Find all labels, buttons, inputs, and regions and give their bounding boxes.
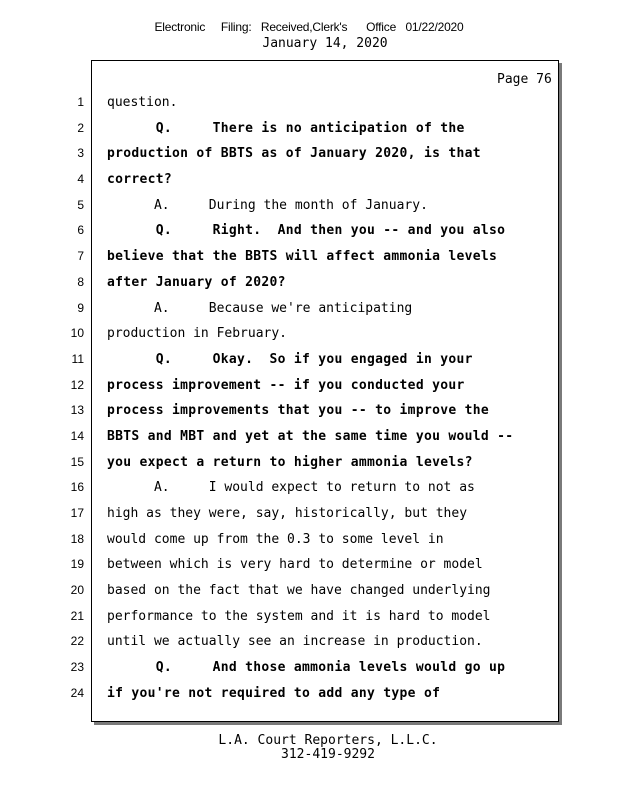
line-number: 7 <box>77 249 84 264</box>
transcript-line: production in February. <box>107 326 288 342</box>
line-number: 13 <box>70 403 84 418</box>
transcript-line: question. <box>107 95 178 110</box>
line-number: 17 <box>70 506 84 520</box>
line-number: 21 <box>70 608 84 623</box>
transcript-line: A. During the month of January. <box>107 197 428 213</box>
line-number: 18 <box>70 531 84 546</box>
line-number: 4 <box>77 172 84 187</box>
filing-stamp: Electronic Filing: Received,Clerk's Office 01/22/2020 <box>154 20 464 34</box>
transcript-line: you expect a return to higher ammonia levels? <box>107 454 473 470</box>
transcript-line: performance to the system and it is hard to model <box>107 608 491 624</box>
line-number: 16 <box>70 480 84 495</box>
transcript-line: BBTS and MBT and yet at the same time you would -- <box>107 428 514 444</box>
transcript-body <box>107 94 547 711</box>
line-number: 23 <box>70 660 84 675</box>
line-number: 15 <box>70 454 84 469</box>
transcript-line: high as they were, say, historically, but they <box>107 506 468 521</box>
line-number: 19 <box>70 557 84 572</box>
transcript-line: A. I would expect to return to not as <box>107 480 475 496</box>
court-reporter-phone: 312-419-9292 <box>281 747 375 762</box>
transcript-line: Q. And those ammonia levels would go up <box>107 660 506 676</box>
transcript-line: until we actually see an increase in production. <box>107 634 483 650</box>
transcript-line: production of BBTS as of January 2020, is that <box>107 146 481 162</box>
transcript-line: process improvements that you -- to improve the <box>107 403 489 419</box>
transcript-line: Q. There is no anticipation of the <box>107 120 465 136</box>
transcript-line: between which is very hard to determine or model <box>107 557 483 573</box>
line-number: 8 <box>77 274 84 289</box>
court-reporter-name: L.A. Court Reporters, L.L.C. <box>218 733 438 748</box>
line-number: 2 <box>77 120 84 135</box>
line-number-column <box>60 94 84 711</box>
line-number: 6 <box>77 223 84 238</box>
line-number: 24 <box>70 685 84 700</box>
line-number: 12 <box>70 377 84 392</box>
line-number: 14 <box>70 428 84 443</box>
line-number: 3 <box>77 146 84 161</box>
deposition-date: January 14, 2020 <box>262 36 388 51</box>
transcript-line: A. Because we're anticipating <box>107 300 413 316</box>
page-label: Page 76 <box>497 72 552 87</box>
transcript-line: Q. Okay. So if you engaged in your <box>107 351 473 367</box>
transcript-line: Q. Right. And then you -- and you also <box>107 223 506 239</box>
line-number: 9 <box>77 300 84 315</box>
transcript-line: correct? <box>107 172 173 188</box>
line-number: 20 <box>70 583 84 598</box>
line-number: 5 <box>77 197 84 212</box>
line-number: 22 <box>70 634 84 649</box>
transcript-line: would come up from the 0.3 to some level in <box>107 531 444 547</box>
line-number: 11 <box>71 351 84 366</box>
transcript-line: process improvement -- if you conducted your <box>107 377 465 393</box>
transcript-line: based on the fact that we have changed underlying <box>107 583 491 599</box>
transcript-line: if you're not required to add any type of <box>107 685 441 701</box>
line-number: 1 <box>77 95 84 109</box>
transcript-line: after January of 2020? <box>107 274 286 290</box>
transcript-line: believe that the BBTS will affect ammonia levels <box>107 249 498 265</box>
line-number: 10 <box>70 326 84 341</box>
